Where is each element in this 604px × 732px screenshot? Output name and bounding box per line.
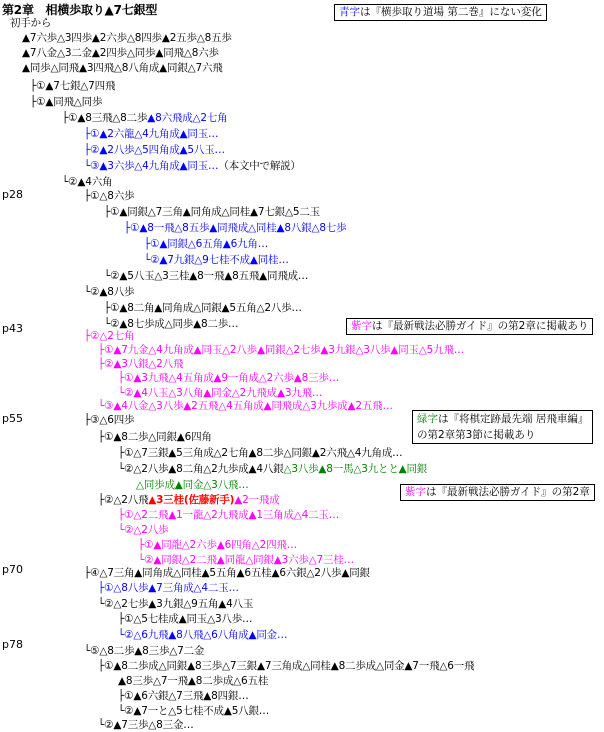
- move-line: [144, 237, 268, 251]
- move-line: [84, 644, 204, 658]
- move-line: [98, 430, 212, 444]
- move-text: ├①△2二飛▲1一龍△2九飛成▲1三角成△4二玉…: [118, 509, 340, 521]
- move-text: ├①△8六歩: [84, 190, 135, 202]
- move-line: [124, 221, 346, 235]
- move-text: ├②△2八飛: [98, 494, 149, 506]
- move-text: ├①▲8二歩成△同銀▲8三歩△7三銀▲7三角成△同桂▲8二歩成△同金▲7一飛△6一飛: [98, 660, 475, 672]
- move-text: ├①△7三銀▲5三角成△2七角▲8二歩△同銀▲2六飛△4九角成…: [118, 447, 403, 459]
- move-text: └②▲同銀△2二飛▲同龍△同銀▲3六歩△7三桂…: [138, 554, 354, 566]
- legend-blue-highlight: 青字: [339, 6, 360, 18]
- move-line: [104, 269, 308, 283]
- legend-blue: [334, 4, 547, 21]
- move-text: ├①▲2六龍△4九角成▲同玉…: [84, 128, 219, 140]
- legend-blue-text: は『横歩取り道場 第二巻』にない変化: [360, 6, 542, 18]
- move-line: [98, 581, 239, 595]
- move-text: ├①▲同飛△同歩: [30, 96, 103, 108]
- move-text: ├①▲8二歩△同銀▲6四角: [98, 431, 212, 443]
- move-line: [98, 357, 183, 371]
- move-line: [118, 523, 168, 537]
- move-text: └②▲8八歩: [84, 286, 135, 298]
- move-text: └②▲8七歩成△同歩▲8二歩…: [104, 318, 239, 330]
- move-line: [118, 704, 269, 718]
- move-line: [84, 159, 301, 173]
- move-text: └③▲4八金△3八歩▲2五飛△4五角成▲同飛成△3九歩成▲2五飛…: [98, 400, 393, 412]
- move-text: └②▲4八玉△3八角▲同金△2九飛成▲3九飛…: [118, 387, 323, 399]
- move-line: [98, 597, 253, 611]
- move-line: [98, 343, 464, 357]
- move-line: [118, 371, 339, 385]
- move-line: [98, 493, 280, 507]
- legend-purple2-highlight: 紫字: [405, 486, 426, 498]
- move-line: [118, 612, 252, 626]
- move-line: [30, 79, 115, 93]
- move-line: [84, 189, 134, 203]
- move-text: └②▲7九銀△9七桂不成▲同桂…: [144, 254, 289, 266]
- legend-purple-highlight: 紫字: [351, 320, 372, 332]
- move-text-blue: ▲8六飛成△2七角: [147, 112, 228, 124]
- move-line: [104, 205, 320, 219]
- move-line: [10, 16, 51, 30]
- move-line: [98, 399, 393, 413]
- move-text: └②△6九飛▲8八飛△6八角成▲同金…: [118, 629, 288, 641]
- move-line: [138, 553, 354, 567]
- move-text: └②▲7三歩△8三金…: [98, 719, 194, 731]
- move-text: ▲同歩△同飛▲3四飛△8八角成▲同銀△7六飛: [22, 62, 223, 74]
- move-text-purple: ▲2一飛成: [234, 494, 280, 506]
- move-text: ├①▲同銀△7三角▲同角成△同桂▲7七銀△5二玉: [104, 206, 320, 218]
- move-text: └②△2八歩: [118, 524, 169, 536]
- move-line: [104, 301, 302, 315]
- move-text: ├④△7三角▲同角成△同桂▲5五角▲6五桂▲6六銀△2八歩▲同銀: [84, 567, 370, 579]
- move-line: [62, 175, 112, 189]
- move-text: ├②▲2八歩△5四角成▲5八玉…: [84, 144, 225, 156]
- move-line: [118, 446, 402, 460]
- move-line: [118, 689, 249, 703]
- move-line: [62, 111, 227, 125]
- page-ref-70: p70: [2, 563, 23, 576]
- move-line: [138, 538, 297, 552]
- move-line: [30, 95, 102, 109]
- move-line: [118, 386, 322, 400]
- move-line: [136, 478, 249, 492]
- move-text: ├①▲8三飛△8二歩: [62, 112, 148, 124]
- move-text: ├①▲同龍△2六歩▲6四角△2四飛…: [138, 539, 297, 551]
- legend-purple2: [400, 484, 595, 501]
- legend-green-text2: の第2章第3節に掲載あり: [417, 429, 536, 441]
- move-text: └③▲3六歩△4九角成▲同玉…: [84, 160, 219, 172]
- move-text: ▲8三歩△7一飛▲8二歩成△6五桂: [118, 675, 269, 687]
- move-text: └②△2七歩▲3九銀△9五角▲4八玉: [98, 598, 254, 610]
- legend-green-highlight: 緑字: [417, 413, 438, 425]
- move-line: [118, 508, 339, 522]
- move-line: [84, 285, 134, 299]
- move-text: 初手から: [10, 17, 52, 29]
- page-ref-28: p28: [2, 188, 23, 201]
- move-line: [118, 462, 427, 476]
- move-line: [98, 659, 474, 673]
- move-line: [84, 329, 134, 343]
- page-ref-43: p43: [2, 322, 23, 335]
- move-text: └②▲4六角: [62, 176, 113, 188]
- move-text: ├①▲3九飛△4五角成▲9一角成△2六歩▲8三歩…: [118, 372, 340, 384]
- move-text: ├②▲3八銀△2八飛: [98, 358, 184, 370]
- move-text: └②▲5八玉△3三桂▲8一飛▲8五飛▲同飛成…: [104, 270, 309, 282]
- legend-purple: [346, 318, 593, 335]
- move-text: ├①▲8二角▲同角成△同銀▲5五角△2八歩…: [104, 302, 302, 314]
- move-line: [22, 31, 232, 45]
- move-line: [98, 718, 194, 732]
- legend-green-text1: は『将棋定跡最先端 居飛車編』: [438, 413, 589, 425]
- move-text: ▲7八金△3二金▲2四歩△同歩▲同飛△8六歩: [22, 47, 219, 59]
- move-line: [84, 127, 218, 141]
- move-text: ├①△8八歩▲7三角成△4二玉…: [98, 582, 239, 594]
- move-text: └②▲7一と△5七桂不成▲5八銀…: [118, 705, 270, 717]
- move-text: └②△2八歩▲8二角△2九歩成▲4八銀: [118, 463, 284, 475]
- legend-purple-text: は『最新戦法必勝ガイド』の第2章に掲載あり: [372, 320, 589, 332]
- move-text: ├①▲7九金△4九角成▲同玉△2八歩▲同銀△2七歩▲3九銀△3八歩▲同玉△5九飛…: [98, 344, 465, 356]
- move-line: [84, 566, 370, 580]
- move-text: ├③△6四歩: [84, 414, 135, 426]
- chapter-title: 第2章 相横歩取り▲7七銀型: [2, 3, 158, 17]
- page-ref-78: p78: [2, 638, 23, 651]
- move-line: [118, 628, 287, 642]
- move-line: [22, 61, 223, 75]
- move-text: ▲7六歩△3四歩▲2六歩△8四歩▲2五歩△8五歩: [22, 32, 232, 44]
- move-line: [84, 143, 225, 157]
- move-text: △同歩成▲同金△3八飛…: [136, 479, 249, 491]
- move-text: └⑤△8二歩▲8三歩△7二金: [84, 645, 205, 657]
- legend-purple2-text: は『最新戦法必勝ガイド』の第2章: [426, 486, 590, 498]
- page-ref-55: p55: [2, 412, 23, 425]
- move-note: （本文中で解説）: [218, 160, 301, 172]
- move-text: ├①▲7七銀△7四飛: [30, 80, 116, 92]
- legend-green: [412, 410, 593, 444]
- move-line: [144, 253, 289, 267]
- move-text: ├①△5七桂成▲同玉△3八歩…: [118, 613, 253, 625]
- move-text: ├①▲6六銀△7三飛▲8四銀…: [118, 690, 249, 702]
- move-text: ├①▲8一飛△8五歩▲同飛成△同桂▲8八銀△8七歩: [124, 222, 347, 234]
- move-text-green: △3八歩▲8一馬△3九とと▲同銀: [283, 463, 428, 475]
- move-line: [22, 46, 219, 60]
- move-line: [118, 674, 268, 688]
- move-text: ├②△2七角: [84, 330, 135, 342]
- move-line: [84, 413, 134, 427]
- move-text-red: ▲3三桂(佐藤新手): [148, 494, 235, 506]
- move-text: ├①▲同銀△6五角▲6九角…: [144, 238, 269, 250]
